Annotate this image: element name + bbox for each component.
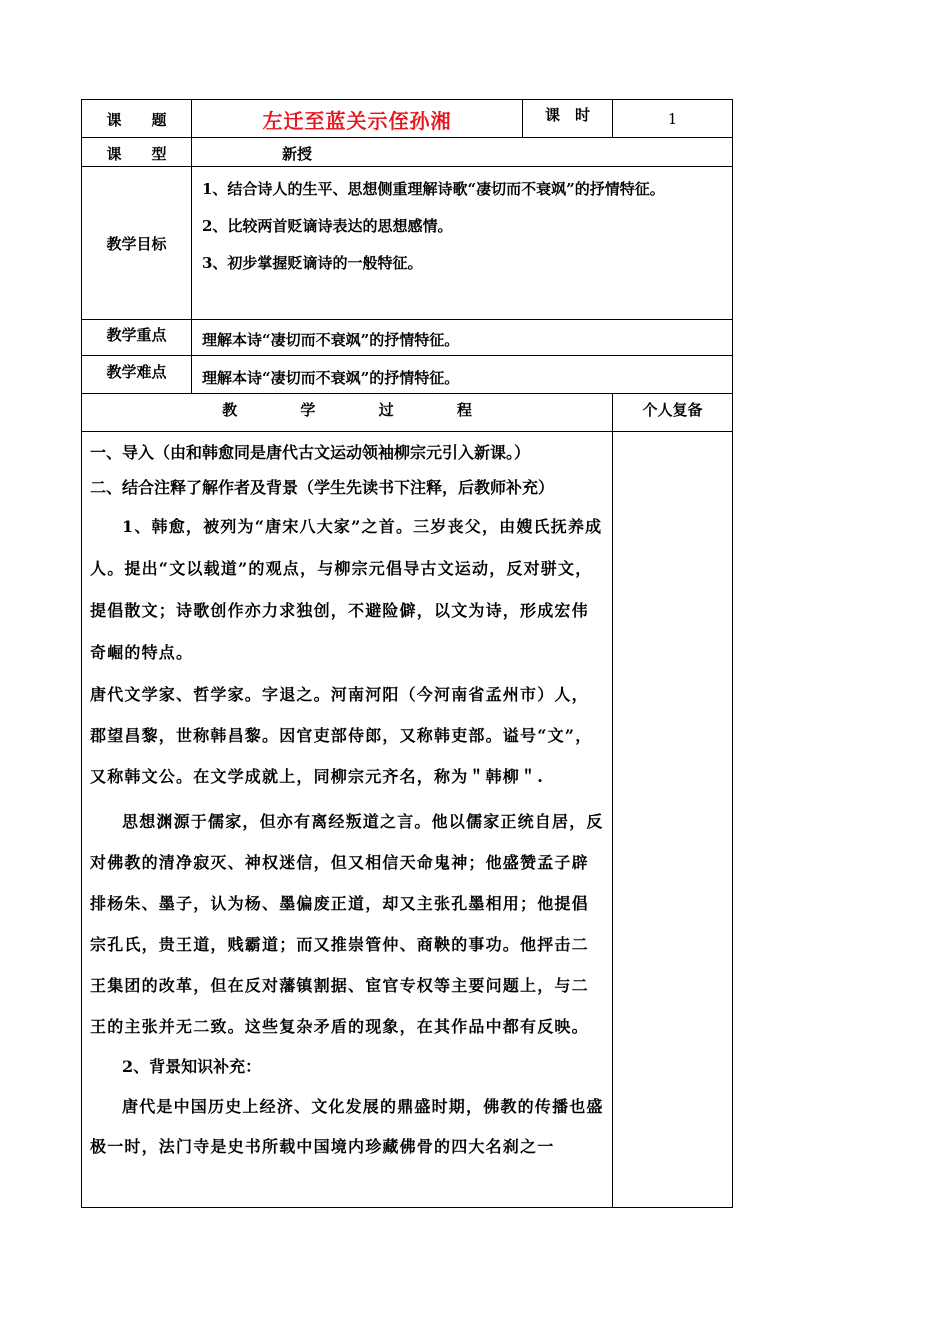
hours-label: 课 时 <box>544 106 590 124</box>
difficulty-label-cell <box>82 356 192 394</box>
lesson-title: 左迁至蓝关示侄孙湘 <box>262 109 452 133</box>
type-value-cell <box>192 138 733 167</box>
type-label: 课 型 <box>106 145 167 163</box>
process-body-cell <box>82 432 613 1208</box>
key-point-label-cell <box>82 320 192 356</box>
goals-content-cell <box>192 167 733 320</box>
goal-item-2: 2、比较两首贬谪诗表达的思想感情。 <box>202 217 453 235</box>
hours-value-cell <box>613 100 733 138</box>
topic-label-cell <box>82 100 192 138</box>
topic-value-cell <box>192 100 523 138</box>
process-heading <box>82 394 612 420</box>
difficulty-value-cell <box>192 356 733 394</box>
row-type <box>82 138 733 167</box>
row-difficulty <box>82 356 733 394</box>
row-goals <box>82 167 733 320</box>
hours-value: 1 <box>667 110 678 128</box>
personal-notes-cell <box>613 432 733 1208</box>
goals-label: 教学目标 <box>106 234 167 253</box>
key-point-value: 理解本诗“凄切而不衰飒”的抒情特征。 <box>202 331 460 349</box>
process-para-thought: 思想渊源于儒家，但亦有离经叛道之言。他以儒家正统自居，反对佛教的清净寂灭、神权迷信，但又相信天命鬼神；他盛赞孟子辟排杨朱、墨子，认为杨、墨偏废正道，却又主张孔墨相用；他提倡宗孔氏，贵王道，贱霸道；而又推崇管仲、商鞅的事功。他抨击二王集团的改革，但在反对藩镇割据、宦官专权等主要问题上，与二王的主张并无二致。这些复杂矛盾的现象，在其作品中都有反映。 <box>90 812 604 1036</box>
process-para-context: 唐代是中国历史上经济、文化发展的鼎盛时期，佛教的传播也盛极一时，法门寺是史书所载中国境内珍藏佛骨的四大名刹之一 <box>90 1097 604 1156</box>
goal-item-3: 3、初步掌握贬谪诗的一般特征。 <box>202 254 423 272</box>
row-topic <box>82 100 733 138</box>
personal-label: 个人复备 <box>642 401 703 419</box>
process-body <box>82 432 612 1167</box>
topic-label: 课 题 <box>106 111 167 129</box>
type-value: 新授 <box>281 145 312 163</box>
process-heading-char-3: 过 <box>378 401 394 419</box>
process-para-han-yu: 1、韩愈，被列为“唐宋八大家”之首。三岁丧父，由嫂氏抚养成人。提出“文以载道”的观点，与柳宗元倡导古文运动，反对骈文，提倡散文；诗歌创作亦力求独创，不避险僻，以文为诗，形成宏伟奇崛的特点。 <box>90 517 603 662</box>
goal-item-1: 1、结合诗人的生平、思想侧重理解诗歌“凄切而不衰飒”的抒情特征。 <box>202 180 665 198</box>
key-point-label: 教学重点 <box>106 326 167 344</box>
process-para-background: 二、结合注释了解作者及背景（学生先读书下注释，后教师补充） <box>90 478 555 497</box>
difficulty-value: 理解本诗“凄切而不衰飒”的抒情特征。 <box>202 369 460 387</box>
process-heading-char-2: 学 <box>300 401 316 419</box>
lesson-plan-table <box>81 99 733 1208</box>
personal-label-cell <box>613 394 733 432</box>
row-process-heading <box>82 394 733 432</box>
process-para-bio: 唐代文学家、哲学家。字退之。河南河阳（今河南省孟州市）人，郡望昌黎，世称韩昌黎。因官吏部侍郎，又称韩吏部。谥号“文”，又称韩文公。在文学成就上，同柳宗元齐名，称为＂韩柳＂. <box>90 685 593 786</box>
row-key-point <box>82 320 733 356</box>
process-para-intro: 一、导入（由和韩愈同是唐代古文运动领袖柳宗元引入新课。） <box>90 443 531 462</box>
process-para-context-heading: 2、背景知识补充： <box>122 1057 262 1076</box>
process-heading-char-1: 教 <box>222 401 238 419</box>
goals-label-cell <box>82 167 192 320</box>
goals-list <box>192 167 732 288</box>
process-heading-char-4: 程 <box>456 401 472 419</box>
process-heading-cell <box>82 394 613 432</box>
row-process-body <box>82 432 733 1208</box>
difficulty-label: 教学难点 <box>106 363 167 381</box>
hours-label-cell <box>523 100 613 138</box>
key-point-value-cell <box>192 320 733 356</box>
